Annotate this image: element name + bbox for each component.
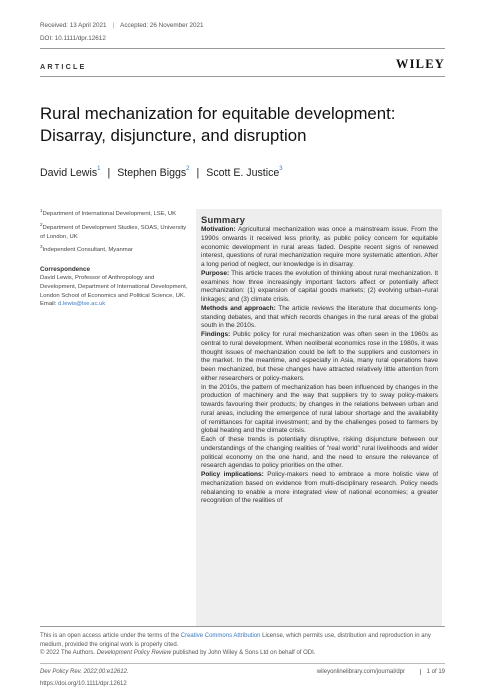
publisher-logo: WILEY [395, 57, 445, 71]
correspondence-heading: Correspondence [40, 266, 91, 274]
correspondence-text: David Lewis, Professor of Anthropology and Development, Department of International Development, London School of Economics and Political Science, UK. [40, 275, 188, 299]
email-link[interactable]: d.lewis@lse.ac.uk [58, 301, 106, 308]
author-list [40, 167, 283, 179]
summary-paragraph: Policy implications: Policy-makers need to embrace a more holistic view of mechanization based on evidence from multi-disciplinary research. Policy needs rebalancing to enable a more integrated view of national economies; a greater recognition of the realities of [201, 471, 438, 505]
affiliation: $^3$Independent Consultant, Myanmar [40, 244, 133, 254]
summary-paragraph: Each of these trends is potentially disruptive, risking disjuncture between our understandings of the changing realities of "real world" rural livelihoods and wider political economy on the one hand, and the need to ensure the relevance of research agendas to policy priorities on the other. [201, 436, 438, 470]
author-name[interactable]: David Lewis [40, 167, 98, 179]
summary-box [196, 209, 442, 627]
copyright-notice: © 2022 The Authors. Development Policy Review published by John Wiley & Sons Ltd on behalf of ODI. [40, 650, 316, 656]
divider [40, 48, 445, 49]
author-name[interactable]: Scott E. Justice [206, 167, 280, 179]
article-title [40, 103, 460, 147]
summary-paragraph: Purpose: This article traces the evolution of thinking about rural mechanization. It examines how three increasingly important factors affect or potentially affect mechanization: (1) expansion of capital goods markets; (2) evolving urban–rural linkages; and (3) climate crisis. [201, 269, 438, 303]
affiliation: $^1$Department of International Development, LSE, UK [40, 208, 177, 217]
journal-citation: Dev Policy Rev. 2022;00:e12612. [40, 669, 129, 675]
divider [40, 76, 445, 77]
page-number: 1 of 19 [420, 669, 445, 675]
title-line-1: Rural mechanization for equitable development: [40, 104, 396, 123]
summary-heading: Summary [201, 214, 246, 225]
correspondence-email: Email: d.lewis@lse.ac.uk [40, 301, 106, 308]
accepted-date: Accepted: 26 November 2021 [120, 22, 204, 29]
doi[interactable]: DOI: 10.1111/dpr.12612 [40, 35, 106, 42]
author-name[interactable]: Stephen Biggs [117, 167, 187, 179]
summary-paragraph: Motivation: Agricultural mechanization was once a mainstream issue. From the 1990s onwards it received less priority, as public policy concern for equitable economic development in rural areas faded. Despite recent signs of renewed interest, questions of rural mechanization require more systematic attention. After a long period of neglect, our knowledge is in disarray. [201, 226, 438, 268]
author-affiliation-marker: 2 [186, 166, 190, 172]
summary-paragraph: In the 2010s, the pattern of mechanization has been influenced by changes in the production of machinery and the way that suppliers try to sway policy-makers towards favouring their products; by changes in the relations between urban and rural areas, including the emergence of rural labour shortage and the availability of remittances for capital investment; and by the challenges posed to farmers by global heating and the climate crisis. [201, 383, 438, 435]
title-line-2: Disarray, disjuncture, and disruption [40, 126, 307, 145]
author-separator: | [196, 167, 200, 179]
doi-url[interactable]: https://doi.org/10.1111/dpr.12612 [40, 681, 127, 687]
section-label: ARTICLE [40, 62, 87, 71]
author-affiliation-marker: 3 [279, 166, 283, 172]
license-link[interactable]: Creative Commons Attribution [180, 633, 261, 639]
received-date: Received: 13 April 2021 [40, 22, 107, 29]
license-notice: This is an open access article under the terms of the Creative Commons Attribution License, which permits use, distribution and reproduction in any medium, provided the original work is properly cited. [40, 633, 431, 648]
summary-paragraph: Findings: Public policy for rural mechanization was often seen in the 1960s as central to rural development. When neoliberal economics rose in the 1980s, it was thought issues of mechanization could be left to the suppliers and customers in the market. In the meantime, and especially in Asia, many rural operations have been mechanized, but these changes have attracted relatively little attention from either researchers or policy-makers. [201, 331, 438, 382]
author-affiliation-marker: 1 [97, 166, 101, 172]
article-dates [40, 23, 203, 29]
affiliation: $^2$Department of Development Studies, SOAS, University of London, UK [40, 221, 187, 240]
divider [40, 663, 445, 664]
journal-url[interactable]: wileyonlinelibrary.com/journal/dpr [316, 669, 405, 675]
affiliations-column [40, 207, 188, 309]
date-separator: | [112, 22, 115, 29]
summary-paragraph: Methods and approach: The article reviews the literature that documents long-standing debates, and that which records changes in the rural areas of the global south in the 2010s. [201, 304, 438, 330]
author-separator: | [107, 167, 111, 179]
divider [40, 626, 445, 627]
